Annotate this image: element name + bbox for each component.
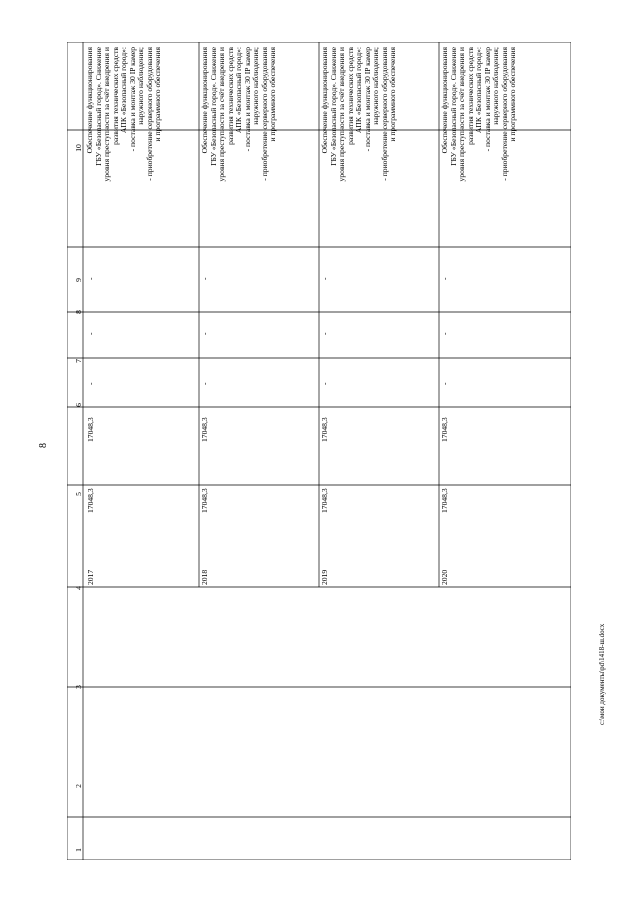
column-header-4: 4 (74, 586, 83, 590)
table-row-description: Обеспечение функционирования ГБУ «Безопасный город». Снижение уровня преступности за счёт внедрения и развития технических средств АПК «Безопасный город»: - поставка и монтаж 30 IP камер наружного наблюдения; - приобретение серверного оборудования и программного обеспечения (85, 47, 162, 182)
table-row-value-col7: - (86, 382, 95, 385)
table-row-value-col5: 17048,3 (200, 488, 209, 513)
table-row-value-col6: 17048,3 (86, 417, 95, 442)
table-row-value-col8: - (200, 332, 209, 335)
table-row-description: Обеспечение функционирования ГБУ «Безопасный город». Снижение уровня преступности за счёт внедрения и развития технических средств АПК «Безопасный город»: - поставка и монтаж 30 IP камер наружного наблюдения; - приобретение серверного оборудования и программного обеспечения (440, 47, 517, 182)
column-header-2: 2 (74, 784, 83, 788)
table-row-description: Обеспечение функционирования ГБУ «Безопасный город». Снижение уровня преступности за счёт внедрения и развития технических средств АПК «Безопасный город»: - поставка и монтаж 30 IP камер наружного наблюдения; - приобретение серверного оборудования и программного обеспечения (320, 47, 397, 182)
footer-file-path: c:\мои документы\pd\1418-ш.docx (598, 623, 606, 725)
table-row-value-col9: - (440, 277, 449, 280)
table-row-year: 2018 (200, 569, 209, 585)
table-row-value-col6: 17048,3 (320, 417, 329, 442)
page-number: 8 (38, 443, 49, 448)
column-header-1: 1 (74, 848, 83, 852)
table-row-value-col7: - (320, 382, 329, 385)
table-row-value-col6: 17048,3 (440, 417, 449, 442)
column-header-3: 3 (74, 685, 83, 689)
table-row-value-col9: - (86, 277, 95, 280)
table-row-year: 2020 (440, 569, 449, 585)
table-row-value-col8: - (86, 332, 95, 335)
column-header-7: 7 (74, 359, 83, 363)
column-header-9: 9 (74, 278, 83, 282)
table-row-value-col6: 17048,3 (200, 417, 209, 442)
table-row-year: 2017 (86, 569, 95, 585)
table-row-year: 2019 (320, 569, 329, 585)
table-row-value-col7: - (200, 382, 209, 385)
column-header-6: 6 (74, 403, 83, 407)
table-row-value-col9: - (320, 277, 329, 280)
table-row-value-col5: 17048,3 (320, 488, 329, 513)
table-row-value-col5: 17048,3 (440, 488, 449, 513)
table-row-value-col8: - (320, 332, 329, 335)
column-header-10: 10 (74, 144, 83, 152)
table-row-value-col9: - (200, 277, 209, 280)
table-row-value-col5: 17048,3 (86, 488, 95, 513)
column-header-8: 8 (74, 310, 83, 314)
column-header-5: 5 (74, 492, 83, 496)
table-row-value-col8: - (440, 332, 449, 335)
table-row-description: Обеспечение функционирования ГБУ «Безопасный город». Снижение уровня преступности за счёт внедрения и развития технических средств АПК «Безопасный город»: - поставка и монтаж 30 IP камер наружного наблюдения; - приобретение серверного оборудования и программного обеспечения (200, 47, 277, 182)
table-row-value-col7: - (440, 382, 449, 385)
